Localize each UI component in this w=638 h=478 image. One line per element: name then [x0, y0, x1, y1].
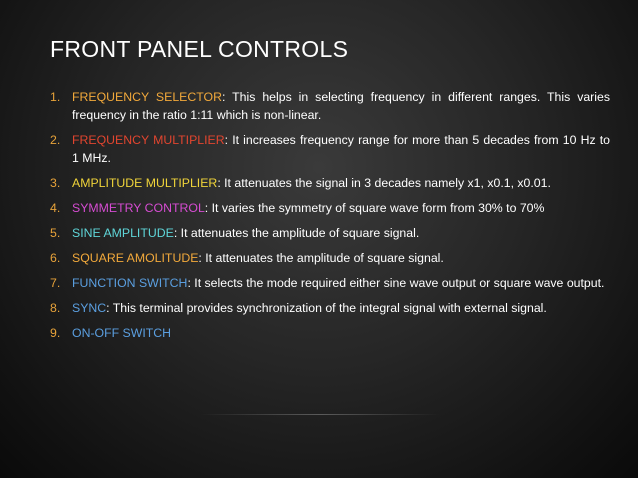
list-item [50, 131, 610, 167]
item-name: SQUARE AMOLITUDE [72, 251, 199, 265]
item-description: : This helps in selecting frequency in different ranges. This varies frequency in the ratio 1:11 which is non-linear. [72, 90, 610, 122]
item-number: 6. [50, 251, 61, 265]
item-number: 9. [50, 326, 61, 340]
item-number: 3. [50, 176, 61, 190]
item-name: SYMMETRY CONTROL [72, 201, 205, 215]
item-description: : It attenuates the signal in 3 decades namely x1, x0.1, x0.01. [217, 176, 551, 190]
item-name: FREQUENCY MULTIPLIER [72, 133, 225, 147]
item-name: FREQUENCY SELECTOR [72, 90, 222, 104]
item-name: SYNC [72, 301, 107, 315]
item-name: AMPLITUDE MULTIPLIER [72, 176, 218, 190]
item-description: : It varies the symmetry of square wave form from 30% to 70% [204, 201, 545, 215]
item-description: : It selects the mode required either sine wave output or square wave output. [187, 276, 605, 290]
list-item [50, 224, 610, 242]
item-number: 5. [50, 226, 61, 240]
item-number: 8. [50, 301, 61, 315]
item-name: SINE AMPLITUDE [72, 226, 174, 240]
item-number: 7. [50, 276, 61, 290]
item-number: 2. [50, 133, 61, 147]
list-item [50, 274, 610, 292]
item-description: : This terminal provides synchronization of the integral signal with external signal. [106, 301, 547, 315]
item-name: FUNCTION SWITCH [72, 276, 188, 290]
item-description: : It increases frequency range for more than 5 decades from 10 Hz to 1 MHz. [72, 133, 610, 165]
slide-title: FRONT PANEL CONTROLS [50, 36, 349, 62]
list-item [50, 174, 610, 192]
item-number: 4. [50, 201, 61, 215]
list-item [50, 199, 610, 217]
item-description: : It attenuates the amplitude of square signal. [198, 251, 444, 265]
list-item [50, 324, 610, 342]
list-item [50, 249, 610, 267]
item-number: 1. [50, 90, 61, 104]
list-item [50, 299, 610, 317]
bottom-divider [200, 414, 440, 415]
item-description: : It attenuates the amplitude of square signal. [173, 226, 420, 240]
list-item [50, 88, 610, 124]
controls-list [50, 88, 610, 349]
item-name: ON-OFF SWITCH [72, 326, 172, 340]
